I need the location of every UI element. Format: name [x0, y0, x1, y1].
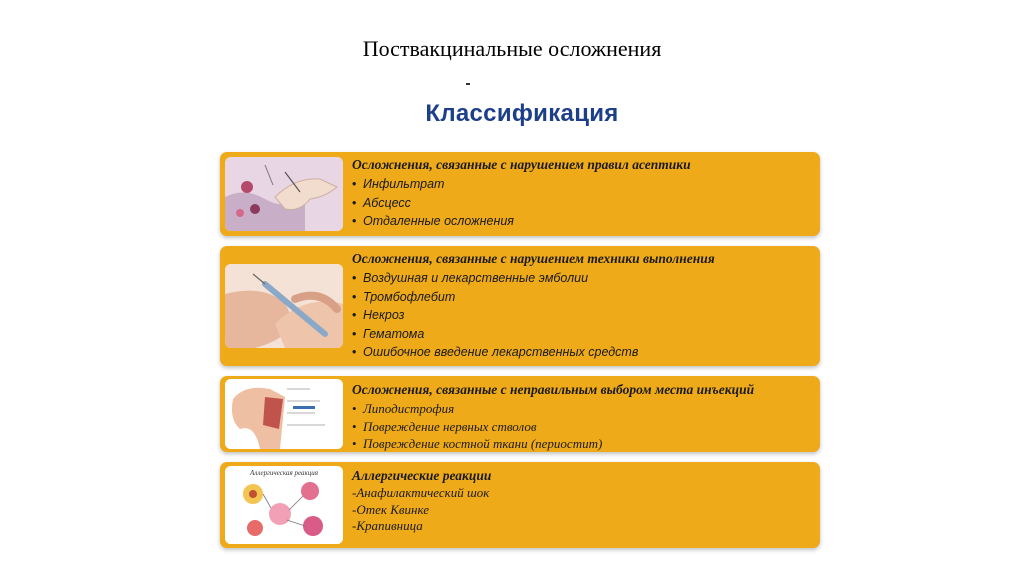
list-item: • Некроз — [352, 306, 810, 325]
card-heading: Аллергические реакции — [352, 468, 492, 483]
syringe-injection-image — [225, 264, 343, 348]
list-item: • Ошибочное введение лекарственных средств — [352, 343, 810, 362]
image-caption: Аллергическая реакция — [249, 469, 319, 477]
list-item: • Липодистрофия — [352, 400, 810, 418]
list-item: • Воздушная и лекарственные эмболии — [352, 269, 810, 288]
card-asepsis — [220, 152, 820, 236]
decorative-dash — [466, 83, 470, 85]
list-item: • Тромбофлебит — [352, 288, 810, 307]
list-item: • Инфильтрат — [352, 175, 810, 194]
list-item: - Отек Квинке — [352, 502, 810, 519]
slide-title: Поствакцинальные осложнения — [362, 36, 662, 61]
card-heading: Осложнения, связанные с неправильным выбором места инъекций — [352, 382, 755, 397]
injection-site-anatomy-image — [225, 379, 343, 449]
gloved-hand-vaccination-image — [225, 157, 343, 231]
list-item: • Отдаленные осложнения — [352, 212, 810, 231]
card-allergic — [220, 462, 820, 548]
card-heading: Осложнения, связанные с нарушением правил асептики — [352, 157, 691, 172]
list-item: • Гематома — [352, 325, 810, 344]
list-item: - Анафилактический шок — [352, 485, 810, 502]
card-injection-site — [220, 376, 820, 452]
classification-subtitle: Классификация — [425, 100, 619, 127]
list-item: • Абсцесс — [352, 194, 810, 213]
list-item: • Повреждение нервных стволов — [352, 418, 810, 436]
card-heading: Осложнения, связанные с нарушением техники выполнения — [352, 251, 715, 266]
allergic-reaction-diagram-image — [225, 466, 343, 544]
card-technique — [220, 246, 820, 366]
list-item: • Повреждение костной ткани (периостит) — [352, 435, 810, 453]
list-item: - Крапивница — [352, 518, 810, 535]
